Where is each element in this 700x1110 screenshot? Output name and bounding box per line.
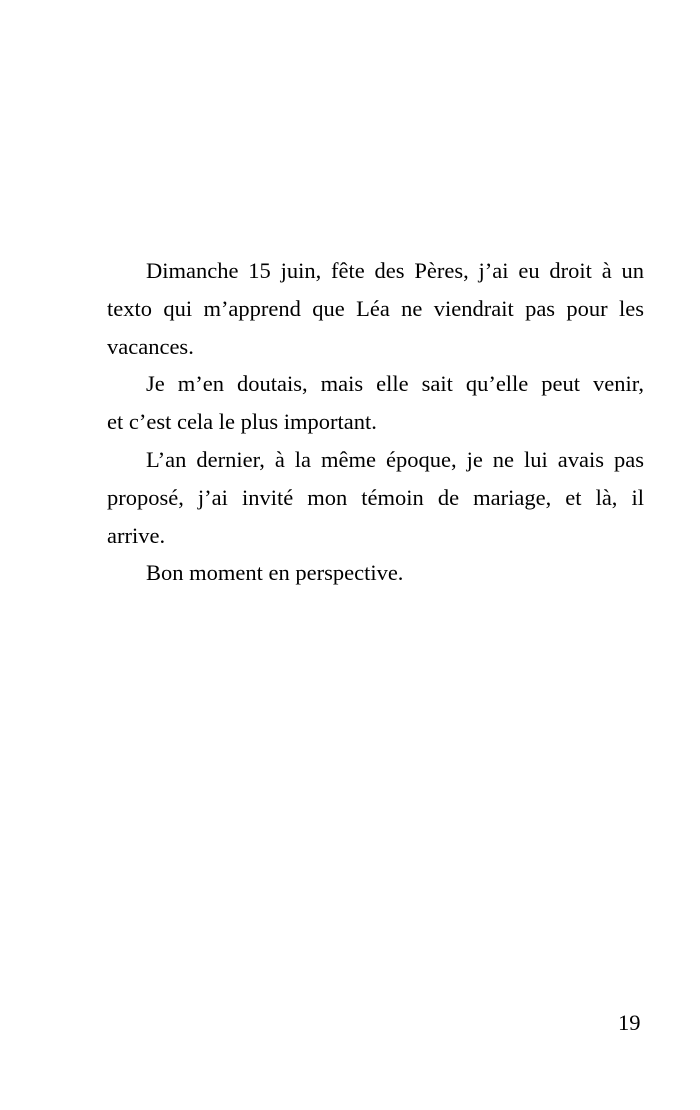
text-line: vacances. (107, 333, 194, 359)
text-line: L’an dernier, à la même époque, je ne lui avais pas (146, 446, 644, 472)
text-line: Dimanche 15 juin, fête des Pères, j’ai eu droit à un (146, 258, 644, 283)
body-text (107, 252, 644, 592)
text-line: proposé, j’ai invité mon témoin de mariage, et là, il (107, 484, 644, 510)
text-line: texto qui m’apprend que Léa ne viendrait pas pour les (107, 295, 644, 321)
text-line: et c’est cela le plus important. (107, 409, 377, 435)
text-line: Je m’en doutais, mais elle sait qu’elle peut venir, (146, 371, 644, 397)
text-line: arrive. (107, 522, 166, 548)
text-line: Bon moment en perspective. (146, 560, 404, 586)
page-number: 19 (618, 1010, 641, 1035)
